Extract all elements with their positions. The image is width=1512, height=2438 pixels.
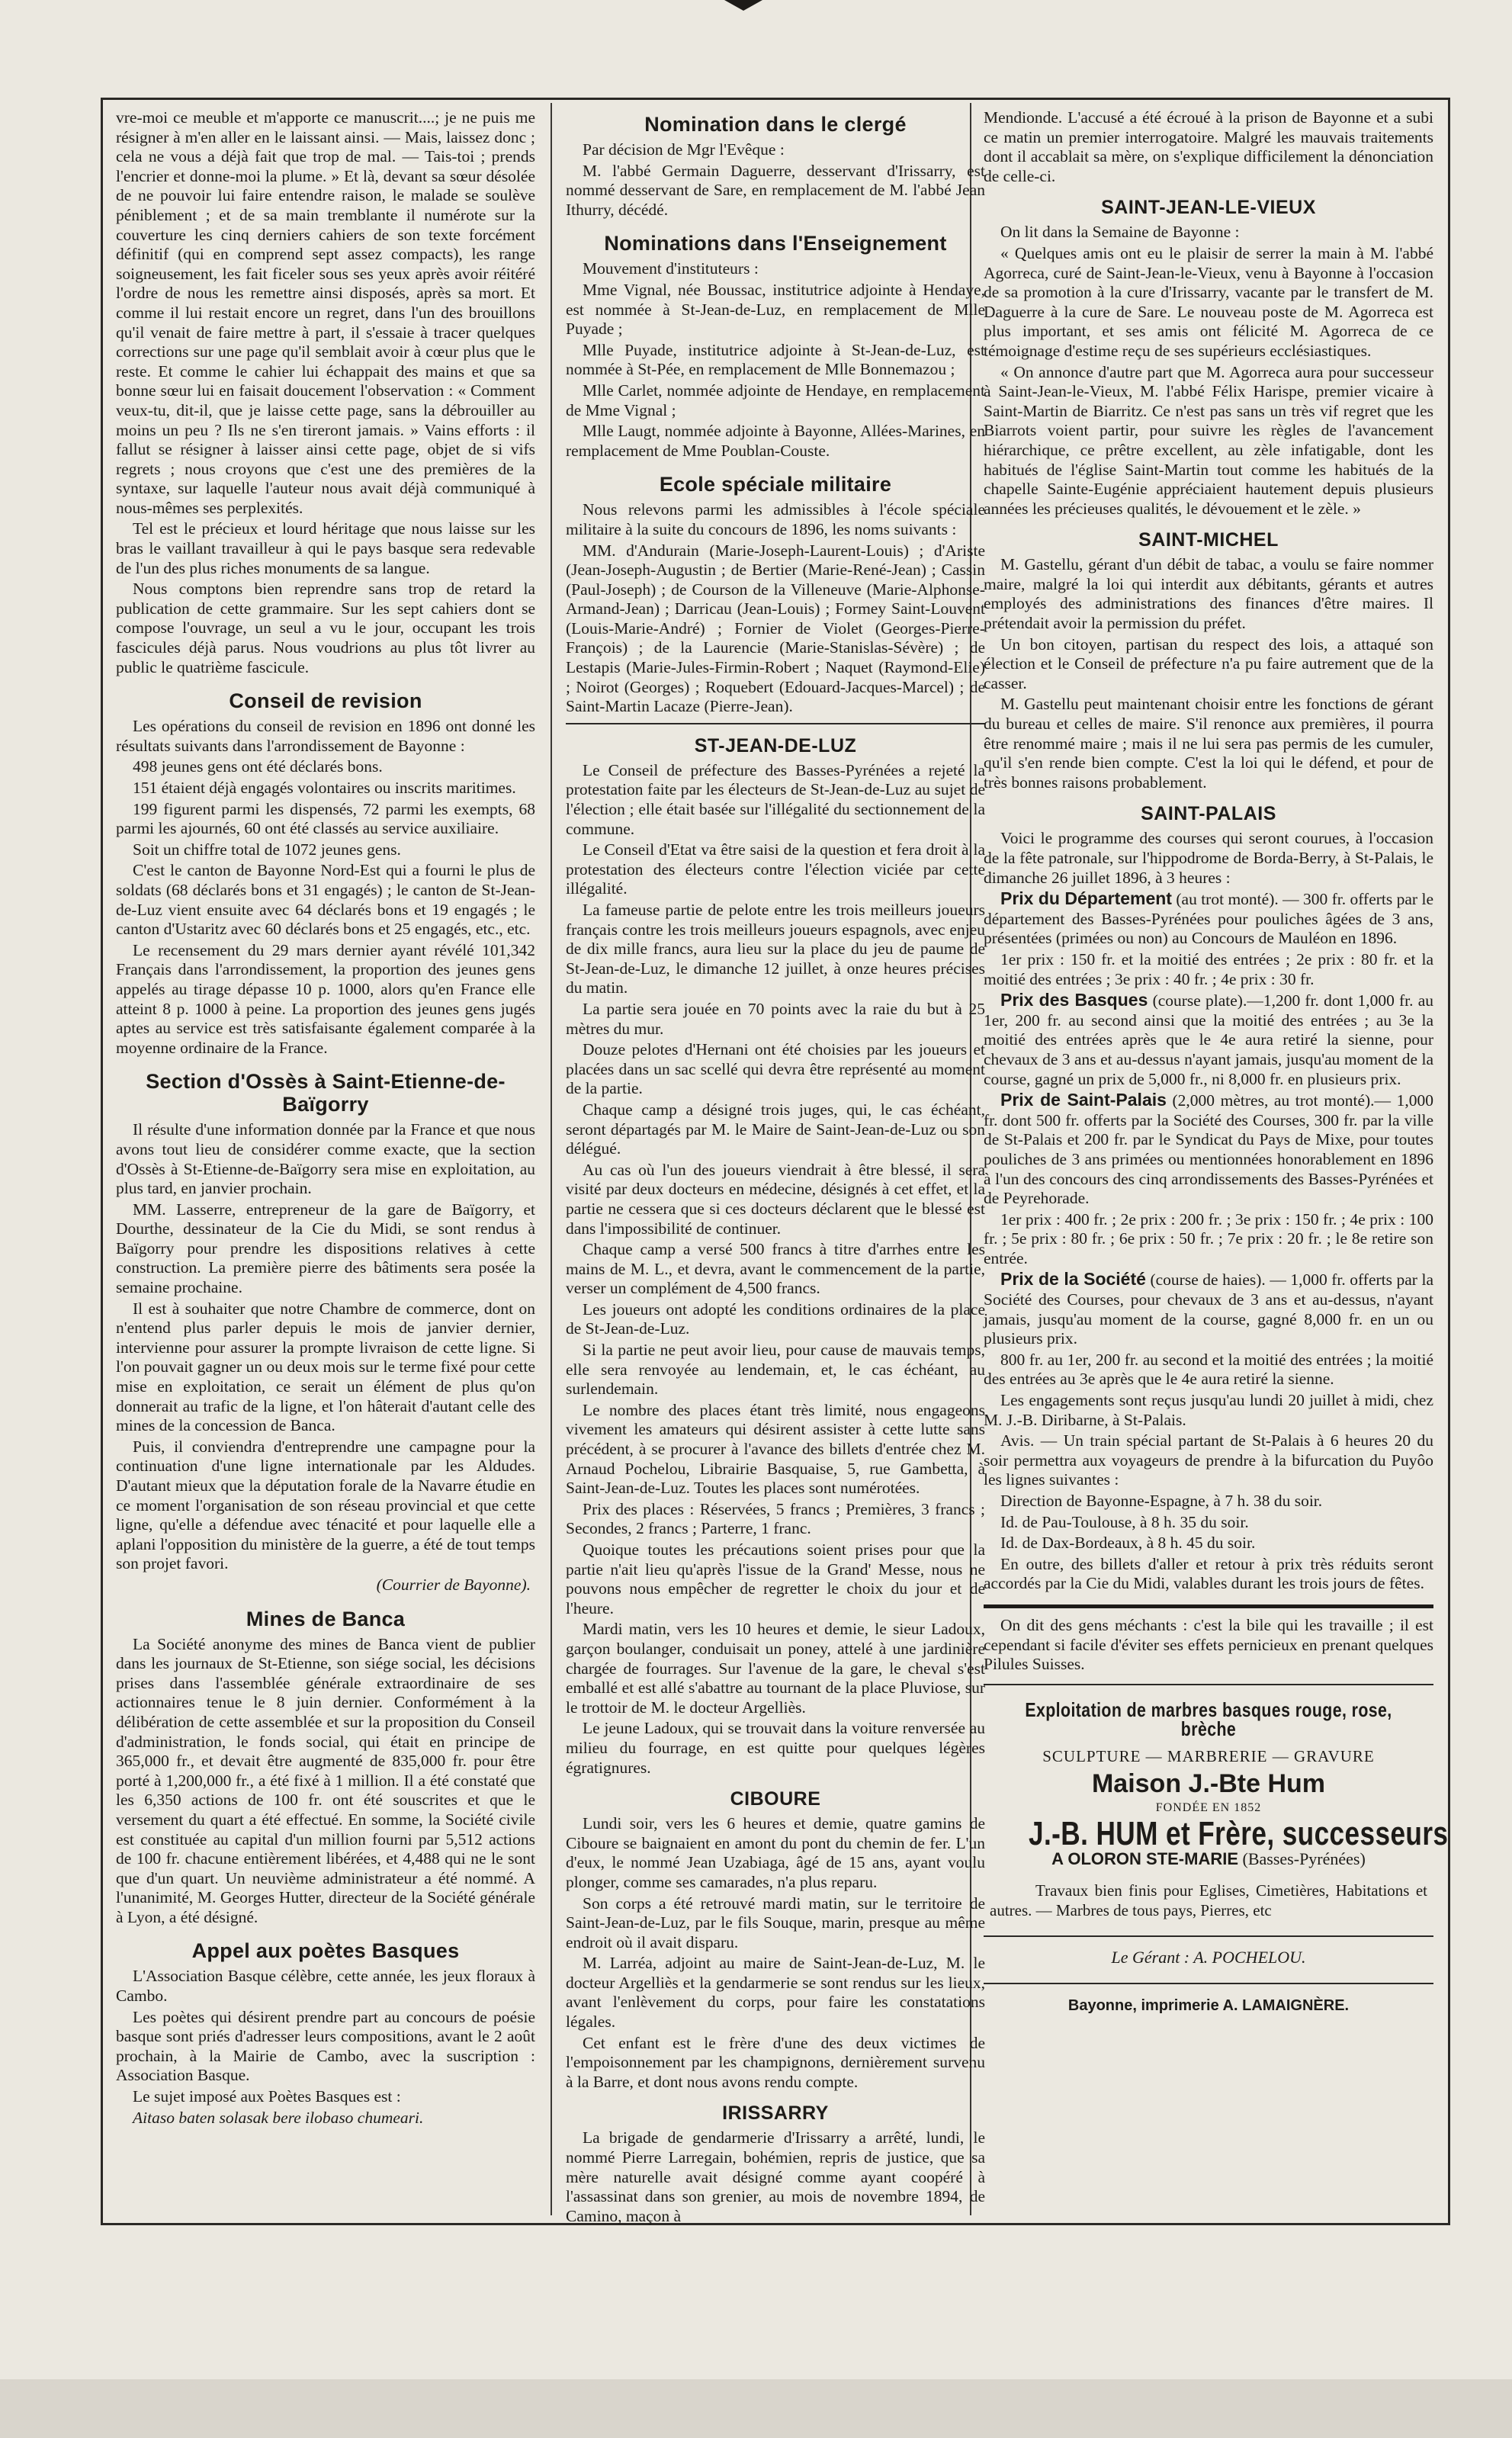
footer-separator bbox=[984, 1983, 1433, 1984]
paragraph: « Quelques amis ont eu le plaisir de serrer la main à M. l'abbé Agorreca, curé de Saint-Jean-le-Vieux, venu à Bayonne à l'occasion de sa promotion à la cure d'Irissarry, vacante par le transfert de M. Daguerre à la cure de Sare. Le nouveau poste de M. Agorreca est plus important, et ses amis ont félicité M. Agorreca de ce témoignage d'estime reçu de ses supérieurs ecclésiastiques. bbox=[984, 243, 1433, 360]
heading-appel-poetes: Appel aux poètes Basques bbox=[191, 1939, 460, 1963]
paragraph: Le sujet imposé aux Poètes Basques est : bbox=[133, 2087, 401, 2106]
paragraph: 151 étaient déjà engagés volontaires ou inscrits maritimes. bbox=[133, 779, 516, 797]
ad-location-city: A OLORON STE-MARIE bbox=[1051, 1849, 1239, 1869]
heading-saint-michel: SAINT-MICHEL bbox=[1138, 529, 1279, 551]
gerant-signature: Le Gérant : A. POCHELOU. bbox=[1111, 1948, 1306, 1967]
paragraph: Il résulte d'une information donnée par la France et que nous avons tout lieu de considérer comme exacte, que la section d'Ossès à St-Etienne-de-Baïgorry sera mise en exploitation, au plus tard, en janvier prochain. bbox=[116, 1120, 535, 1198]
paragraph: Son corps a été retrouvé mardi matin, sur le territoire de Saint-Jean-de-Luz, par le fils Souque, marin, presque au même endroit où il avait disparu. bbox=[566, 1894, 985, 1951]
prize-text: (course de haies). — 1,000 fr. offerts par la Société des Courses, pour chevaux de 3 ans et au-dessus, n'ayant jamais, jusqu'au moment de la course, gagné 8,000 fr. en un ou plusieurs prix. bbox=[984, 1270, 1434, 1348]
heading-st-jean-de-luz: ST-JEAN-DE-LUZ bbox=[694, 734, 857, 756]
paragraph: Les joueurs ont adopté les conditions ordinaires de la place de St-Jean-de-Luz. bbox=[566, 1299, 985, 1338]
paragraph: Voici le programme des courses qui seront courues, à l'occasion de la fête patronale, sur l'hippodrome de Borda-Berry, à St-Palais, le dimanche 26 juillet 1896, à 3 heures : bbox=[984, 829, 1433, 887]
advert-pilules: On dit des gens méchants : c'est la bile qui les travaille ; il est cependant si facile d'éviter ses effets pernicieux en prenant quelques Pilules Suisses. bbox=[984, 1615, 1433, 1674]
paragraph: Lundi soir, vers les 6 heures et demie, quatre gamins de Ciboure se baignaient en amont du pont du chemin de fer. L'un d'eux, le nommé Jean Uzabiaga, âgé de 15 ans, ayant voulu plonger, comme ses camarades, n'a plus reparu. bbox=[566, 1814, 985, 1891]
paragraph: Les engagements sont reçus jusqu'au lundi 20 juillet à midi, chez M. J.-B. Diribarne, à St-Palais. bbox=[984, 1391, 1433, 1429]
paragraph: Mlle Puyade, institutrice adjointe à St-Jean-de-Luz, est nommée à St-Pée, en remplacement de Mlle Bonnemazou ; bbox=[566, 340, 985, 379]
paragraph: 498 jeunes gens ont été déclarés bons. bbox=[133, 757, 383, 776]
paragraph: Il est à souhaiter que notre Chambre de commerce, dont on n'entend plus parler depuis le mois de janvier dernier, intervienne pour assurer la prompte livraison de cette ligne. Si l'on pouvait gagner un ou deux mois sur le terme fixé pour cette mise en exploitation, ce serait un élément de plus qu'on donnerait au trafic de la ligne, et l'on hâterait d'autant celle des mines de la concession de Banca. bbox=[116, 1299, 535, 1435]
paragraph: Par décision de Mgr l'Evêque : bbox=[583, 140, 785, 159]
printer-imprint: Bayonne, imprimerie A. LAMAIGNÈRE. bbox=[1067, 1996, 1350, 2014]
paragraph: Mardi matin, vers les 10 heures et demie, le sieur Ladoux, garçon boulanger, conduisait un poney, attelé à une jardinière chargée de fourrages. Sur l'avenue de la gare, le cheval s'est emballé et est allé s'abattre au tournant de la place Pluviose, sur le trottoir de M. le docteur Argelliès. bbox=[566, 1620, 985, 1717]
paragraph: La brigade de gendarmerie d'Irissarry a arrêté, lundi, le nommé Pierre Larregain, bohémien, repris de justice, que sa mère naturelle avait désigné comme ayant coopéré à l'assassinat dans son grenier, au mois de novembre 1894, de Camino, maçon à bbox=[566, 2128, 985, 2225]
prize-paragraph bbox=[984, 991, 1433, 1089]
prize-text: (au trot monté). — 300 fr. offerts par le département des Basses-Pyrénées pour pouliches âgées de 3 ans, présentées (primées ou non) au Concours de Mauléon en 1896. bbox=[984, 890, 1433, 948]
heading-nominations-enseignement: Nominations dans l'Enseignement bbox=[604, 232, 947, 255]
top-ornament bbox=[721, 0, 766, 12]
paragraph: M. Larréa, adjoint au maire de Saint-Jean-de-Luz, M. le docteur Argelliès et la gendarmerie se sont rendus sur les lieux, avant l'enlèvement du corps, pour faire les constatations légales. bbox=[566, 1954, 985, 2032]
paragraph: M. l'abbé Germain Daguerre, desservant d'Irissarry, est nommé desservant de Sare, en remplacement de M. l'abbé Jean Ithurry, décédé. bbox=[566, 161, 985, 219]
paragraph: MM. d'Andurain (Marie-Joseph-Laurent-Louis) ; d'Ariste (Jean-Joseph-Augustin ; de Bertier (Marie-René-Jean) ; Cassin (Paul-Joseph) ; de Courson de la Villeneuve (Marie-Alphonse-Armand-Jean) ; Darricau (Jean-Louis) ; Formey Saint-Louvent (Louis-Marie-André) ; Fornier de Violet (Georges-Pierre-François) ; de la Laurencie (Marie-Stanislas-Sévère) ; de Lestapis (Marie-Jules-Firmin-Robert ; Naquet (Raymond-Elie) ; Noirot (Georges) ; Roquebert (Edouard-Jacques-Marcel) ; de Saint-Martin Lacaze (Pierre-Jean). bbox=[566, 541, 985, 716]
paragraph: Douze pelotes d'Hernani ont été choisies par les joueurs et placées dans un sac scellé qui devra être représenté au moment de la partie. bbox=[566, 1040, 985, 1098]
paragraph: Tel est le précieux et lourd héritage que nous laisse sur les bras le vaillant travailleur à qui le pays basque sera redevable de l'un des plus riches monuments de sa langue. bbox=[116, 519, 535, 577]
paragraph: M. Gastellu, gérant d'un débit de tabac, a voulu se faire nommer maire, malgré la loi qui interdit aux débitants, gérants et autres employés des administrations des finances d'être maires. Il prétendait avoir la permission du préfet. bbox=[984, 555, 1433, 633]
paragraph: On lit dans la Semaine de Bayonne : bbox=[1000, 223, 1240, 242]
prize-text: (course plate).—1,200 fr. dont 1,000 fr. au 1er, 200 fr. au second ainsi que la moitié des entrées ; au 3e la moitié des entrées après que le 4e aura retiré la sienne, pour chevaux de 3 ans et au-dessus n'ayant jamais, jusqu'au moment de la course, gagné un prix de 5,000 fr., ni 8,000 fr. en plusieurs prix. bbox=[984, 991, 1434, 1088]
paragraph: 199 figurent parmi les dispensés, 72 parmi les exempts, 68 parmi les ajournés, 60 ont été classés au service auxiliaire. bbox=[116, 799, 535, 838]
heading-ecole-militaire: Ecole spéciale militaire bbox=[659, 473, 892, 496]
ad-description: Travaux bien finis pour Eglises, Cimetières, Habitations et autres. — Marbres de tous pays, Pierres, etc bbox=[990, 1881, 1427, 1919]
paragraph: C'est le canton de Bayonne Nord-Est qui a fourni le plus de soldats (68 déclarés bons et 31 engagés) ; le canton de St-Jean-de-Luz vient ensuite avec 64 déclarés bons et 19 engagés ; le canton d'Ustaritz avec 60 déclarés bons et 25 engagés, etc., etc. bbox=[116, 861, 535, 939]
heading-conseil-revision: Conseil de revision bbox=[229, 689, 422, 713]
column-divider-1 bbox=[551, 103, 552, 2215]
ad-location-region: (Basses-Pyrénées) bbox=[1242, 1849, 1366, 1869]
paragraph: Mlle Carlet, nommée adjointe de Hendaye, en remplacement de Mme Vignal ; bbox=[566, 381, 985, 419]
heading-irissarry: IRISSARRY bbox=[722, 2102, 829, 2125]
paragraph: Un bon citoyen, partisan du respect des lois, a attaqué son élection et le Conseil de préfecture n'a pu faire autrement que de la casser. bbox=[984, 634, 1433, 692]
column-2 bbox=[566, 108, 985, 2228]
footer-separator bbox=[984, 1935, 1433, 1937]
paragraph: Mme Vignal, née Boussac, institutrice adjointe à Hendaye, est nommée à St-Jean-de-Luz, en remplacement de Mlle Puyade ; bbox=[566, 280, 985, 339]
paragraph: 1er prix : 150 fr. et la moitié des entrées ; 2e prix : 80 fr. et la moitié des entrées ; 3e prix : 40 fr. ; 4e prix : 30 fr. bbox=[984, 949, 1433, 988]
paragraph: La fameuse partie de pelote entre les trois meilleurs joueurs français contre les trois meilleurs joueurs espagnols, avec enjeu de dix mille francs, aura lieu sur la place du jeu de paume de St-Jean-de-Luz, le dimanche 12 juillet, à onze heures précises du matin. bbox=[566, 901, 985, 997]
paragraph: MM. Lasserre, entrepreneur de la gare de Baïgorry, et Dourthe, dessinateur de la Cie du Midi, se sont rendus à Baïgorry pour prendre les dispositions relatives à cette construction. La première pierre des bâtiments sera posée la semaine prochaine. bbox=[116, 1200, 535, 1297]
paragraph: Le nombre des places étant très limité, nous engageons vivement les amateurs qui désirent assister à cette lutte sans précédent, à se procurer à l'avance des billets d'entrée chez M. Arnaud Pochelou, Librairie Basquaise, 5, rue Gambetta, à Saint-Jean-de-Luz. Toutes les places sont numérotées. bbox=[566, 1400, 985, 1498]
paragraph: Puis, il conviendra d'entreprendre une campagne pour la continuation d'une ligne internationale par les Aldudes. D'autant mieux que la députation forale de la Navarre étudie en ce moment l'organisation de son réseau provincial et que cette ligne, qu'elle a défendue avec ténacité et pour laquelle elle a aplani l'opposition du ministère de la guerre, a été de tout temps son projet favori. bbox=[116, 1437, 535, 1573]
heading-nomination-clerge: Nomination dans le clergé bbox=[644, 113, 907, 136]
paragraph: L'Association Basque célèbre, cette année, les jeux floraux à Cambo. bbox=[116, 1967, 535, 2006]
paragraph: Id. de Dax-Bordeaux, à 8 h. 45 du soir. bbox=[1000, 1534, 1256, 1553]
prize-title: Prix des Basques bbox=[1000, 990, 1148, 1010]
prize-paragraph bbox=[984, 889, 1433, 949]
prize-title: Prix de la Société bbox=[1000, 1269, 1146, 1290]
heading-saint-jean-le-vieux: SAINT-JEAN-LE-VIEUX bbox=[1101, 197, 1316, 219]
paragraph: Prix des places : Réservées, 5 francs ; Premières, 3 francs ; Secondes, 2 francs ; Parterre, 1 franc. bbox=[566, 1499, 985, 1538]
column-1 bbox=[116, 108, 535, 2129]
paragraph: Le jeune Ladoux, qui se trouvait dans la voiture renversée au milieu du fourrage, en est quitte pour quelques légères égratignures. bbox=[566, 1719, 985, 1777]
ad-founded: FONDÉE EN 1852 bbox=[1155, 1801, 1262, 1815]
source-credit: (Courrier de Bayonne). bbox=[376, 1575, 531, 1594]
paragraph: Mlle Laugt, nommée adjointe à Bayonne, Allées-Marines, en remplacement de Mme Poublan-Couste. bbox=[566, 422, 985, 460]
ad-location bbox=[984, 1849, 1433, 1869]
advertisement-hum bbox=[984, 1684, 1449, 1920]
heading-saint-palais: SAINT-PALAIS bbox=[1141, 803, 1276, 825]
separator bbox=[566, 723, 985, 724]
ad-firm-name: J.-B. HUM et Frère, successeurs bbox=[1029, 1814, 1449, 1852]
article-intro: vre-moi ce meuble et m'apporte ce manuscrit....; je ne puis me résigner à m'en aller en le laissant ainsi. — Mais, laissez donc ; cela ne vous a déjà fait que trop de mal. — Tais-toi ; prends l'encrier et donne-moi la plume. » Et là, devant sa sœur désolée de ne pouvoir lui faire entendre raison, le malade se soulève péniblement ; et de sa main tremblante il numérote sur la couverture les cinq derniers cahiers de son texte forcément définitif (qui en comprend sept assez compacts), les range soigneusement, les fait ficeler sous ses yeux après avoir réitéré l'ordre de nous les remettre ainsi disposés, après sa mort. Et comme il lui restait encore un regret, dans l'un des brouillons qu'il venait de faire mettre à part, il s'essaie à tracer quelques corrections sur une page qu'il semblait avoir à cœur plus que le reste. Et comme le cahier lui échappait des mains et que sa bonne sœur lui en faisait doucement l'observation : « Comment veux-tu, dit-il, que je laisse cette page, sans la débrouiller au moins un peu ? Ils ne s'en tireront jamais. » Vains efforts : il fallut se résigner à laisser ainsi cette page, objet de si vifs regrets ; nous croyons que c'est une des premières de la syntaxe, sur laquelle l'auteur nous avait déjà communiqué à nous-mêmes ses perplexités. bbox=[116, 108, 535, 517]
paragraph: Le Conseil de préfecture des Basses-Pyrénées a rejeté la protestation faite par les électeurs de St-Jean-de-Luz au sujet de l'élection ; elle était basée sur l'illégalité du sectionnement de la commune. bbox=[566, 760, 985, 838]
prize-title: Prix de Saint-Palais bbox=[1000, 1090, 1167, 1110]
paragraph: Le Conseil d'Etat va être saisi de la question et fera droit à la protestation des électeurs contre l'élection viciée par cette illégalité. bbox=[566, 840, 985, 898]
paragraph: Nous comptons bien reprendre sans trop de retard la publication de cette grammaire. Sur les sept cahiers dont se compose l'ouvrage, un seul a vu le jour, occupant les trois fascicules déjà parus. Nous voudrions au plus tôt livrer au public le quatrième fascicule. bbox=[116, 580, 535, 676]
paragraph: Direction de Bayonne-Espagne, à 7 h. 38 du soir. bbox=[1000, 1492, 1323, 1510]
paragraph: 1er prix : 400 fr. ; 2e prix : 200 fr. ; 3e prix : 150 fr. ; 4e prix : 100 fr. ; 5e prix : 80 fr. ; 6e prix : 50 fr. ; 7e prix : 20 fr. ; le 8e retire son entrée. bbox=[984, 1209, 1433, 1267]
paragraph: Les opérations du conseil de revision en 1896 ont donné les résultats suivants dans l'arrondissement de Bayonne : bbox=[116, 717, 535, 755]
paragraph: Id. de Pau-Toulouse, à 8 h. 35 du soir. bbox=[1000, 1512, 1249, 1531]
paragraph: La partie sera jouée en 70 points avec la raie du but à 25 mètres du mur. bbox=[566, 999, 985, 1038]
prize-paragraph bbox=[984, 1091, 1433, 1209]
paragraph: Mouvement d'instituteurs : bbox=[583, 259, 759, 278]
ad-title: Exploitation de marbres basques rouge, rose, brèche bbox=[1025, 1698, 1392, 1741]
paragraph: Mendionde. L'accusé a été écroué à la prison de Bayonne et a subi ce matin un premier interrogatoire. Malgré les mauvais traitements dont il accablait sa mère, on s'explique difficilement la dénonciation de celle-ci. bbox=[984, 108, 1433, 185]
paragraph: 800 fr. au 1er, 200 fr. au second et la moitié des entrées ; la moitié des entrées au 3e après que le 4e aura retiré la sienne. bbox=[984, 1350, 1433, 1389]
paragraph: Quoique toutes les précautions soient prises pour que la partie n'ait lieu qu'après l'issue de la Grand' Messe, nous ne pouvons nous empêcher de regretter le choix du jour et de l'heure. bbox=[566, 1540, 985, 1617]
prize-paragraph bbox=[984, 1270, 1433, 1348]
page-margin-bottom bbox=[0, 2379, 1512, 2438]
paragraph: La Société anonyme des mines de Banca vient de publier dans les journaux de St-Etienne, son siége social, les décisions prises dans l'assemblée générale extraordinaire de ses actionnaires tenue le 8 juin dernier. Conformément à la délibération de cette assemblée et sur la proposition du Conseil d'administration, le fonds social, qui était en principe de 365,000 fr., et devait être augmenté de 835,000 fr. pour être porté à 1,200,000 fr., a été fixé à 1 million. Il a été constaté que les 6,350 actions de 100 fr. ont été souscrites et que le versement du quart a été effectué. En somme, la Société civile est constituée au capital d'un million fourni par 5,512 actions de 100 fr. chacune entièrement libérées, et 4,488 qui ne le sont que d'un quart. Un neuvième administrateur a été nommé. A l'unanimité, M. Georges Hutter, directeur de la Société générale à Lyon, a été désigné. bbox=[116, 1634, 535, 1926]
prize-title: Prix du Département bbox=[1000, 888, 1172, 909]
paragraph: M. Gastellu peut maintenant choisir entre les fonctions de gérant du bureau et celles de maire. S'il renonce aux premières, il pourra être renommé maire ; mais il ne lui sera pas permis de les cumuler, qu'il s'en rende bien compte. C'est la loi qui le défend, et pour de très bonnes raisons probablement. bbox=[984, 695, 1433, 792]
prize-text: (2,000 mètres, au trot monté).— 1,000 fr. dont 500 fr. offerts par la Société des Courses, 300 fr. par la ville de St-Palais et 200 fr. par le Syndicat du Pays de Mixe, pour toutes pouliches de 3 ans primées ou mentionnées honorablement en 1896 à l'un des concours des cinq arrondissements des Basses-Pyrénées et de Peyrehorade. bbox=[984, 1091, 1433, 1208]
paragraph: Le recensement du 29 mars dernier ayant révélé 101,342 Français dans l'arrondissement, la proportion des jeunes gens appelés au tirage dépasse 10 p. 1000, alors qu'en France elle atteint 8 p. 1000 à peine. La proportion des jeunes gens jugés aptes au service est très satisfaisante également comparée à la moyenne ordinaire de la France. bbox=[116, 940, 535, 1057]
column-3 bbox=[984, 108, 1449, 2028]
heading-section-osses: Section d'Ossès à Saint-Etienne-de-Baïgorry bbox=[146, 1070, 506, 1116]
paragraph: Soit un chiffre total de 1072 jeunes gens. bbox=[133, 840, 401, 859]
paragraph: Avis. — Un train spécial partant de St-Palais à 6 heures 20 du soir permettra aux voyageurs de prendre à la bifurcation du Puyôo les lignes suivantes : bbox=[984, 1431, 1433, 1489]
paragraph: Chaque camp a versé 500 francs à titre d'arrhes entre les mains de M. L., et devra, avant le commencement de la partie, verser un complément de 4,500 francs. bbox=[566, 1240, 985, 1298]
paragraph: « On annonce d'autre part que M. Agorreca aura pour successeur à Saint-Jean-le-Vieux, M. l'abbé Félix Harispe, premier vicaire à Saint-Martin de Biarritz. Ce n'est pas sans un très vif regret que les Biarrots voient partir, pour suivre les règles de l'avancement hiérarchique, ce prêtre excellent, au zèle infatigable, dont les habitués de l'église Saint-Martin tout comme les habitués de la chapelle Sainte-Eugénie appréciaient hautement depuis plusieurs années les précieuses qualités, le dévouement et le zèle. » bbox=[984, 362, 1433, 518]
paragraph: Cet enfant est le frère d'une des deux victimes de l'empoisonnement par les champignons, dernièrement survenu à la Barre, et dont nous avons rendu compte. bbox=[566, 2033, 985, 2091]
ad-maison: Maison J.-Bte Hum bbox=[1091, 1768, 1326, 1798]
paragraph: Nous relevons parmi les admissibles à l'école spéciale militaire à la suite du concours de 1896, les noms suivants : bbox=[566, 500, 985, 538]
ad-subtitle: SCULPTURE — MARBRERIE — GRAVURE bbox=[1042, 1746, 1375, 1765]
paragraph: Si la partie ne peut avoir lieu, pour cause de mauvais temps, elle sera renvoyée au lendemain, et, le cas échéant, au surlendemain. bbox=[566, 1341, 985, 1399]
paragraph: Les poètes qui désirent prendre part au concours de poésie basque sont priés d'adresser leurs compositions, avant le 2 août prochain, à la Mairie de Cambo, avec la suscription : Association Basque. bbox=[116, 2007, 535, 2085]
paragraph: Aitaso baten solasak bere ilobaso chumeari. bbox=[133, 2108, 424, 2127]
heavy-separator bbox=[984, 1604, 1433, 1608]
paragraph: En outre, des billets d'aller et retour à prix très réduits seront accordés par la Cie du Midi, valables durant les trois jours de fêtes. bbox=[984, 1554, 1433, 1593]
heading-mines-banca: Mines de Banca bbox=[246, 1607, 406, 1630]
paragraph: Au cas où l'un des joueurs viendrait à être blessé, il sera visité par deux docteurs en médecine, désignés à cet effet, et la partie ne cessera que si ces docteurs déclarent que le blessé est dans l'impossibilité de continuer. bbox=[566, 1160, 985, 1238]
paragraph: Chaque camp a désigné trois juges, qui, le cas échéant, seront départagés par M. le Maire de Saint-Jean-de-Luz ou son délégué. bbox=[566, 1100, 985, 1158]
heading-ciboure: CIBOURE bbox=[730, 1788, 821, 1810]
